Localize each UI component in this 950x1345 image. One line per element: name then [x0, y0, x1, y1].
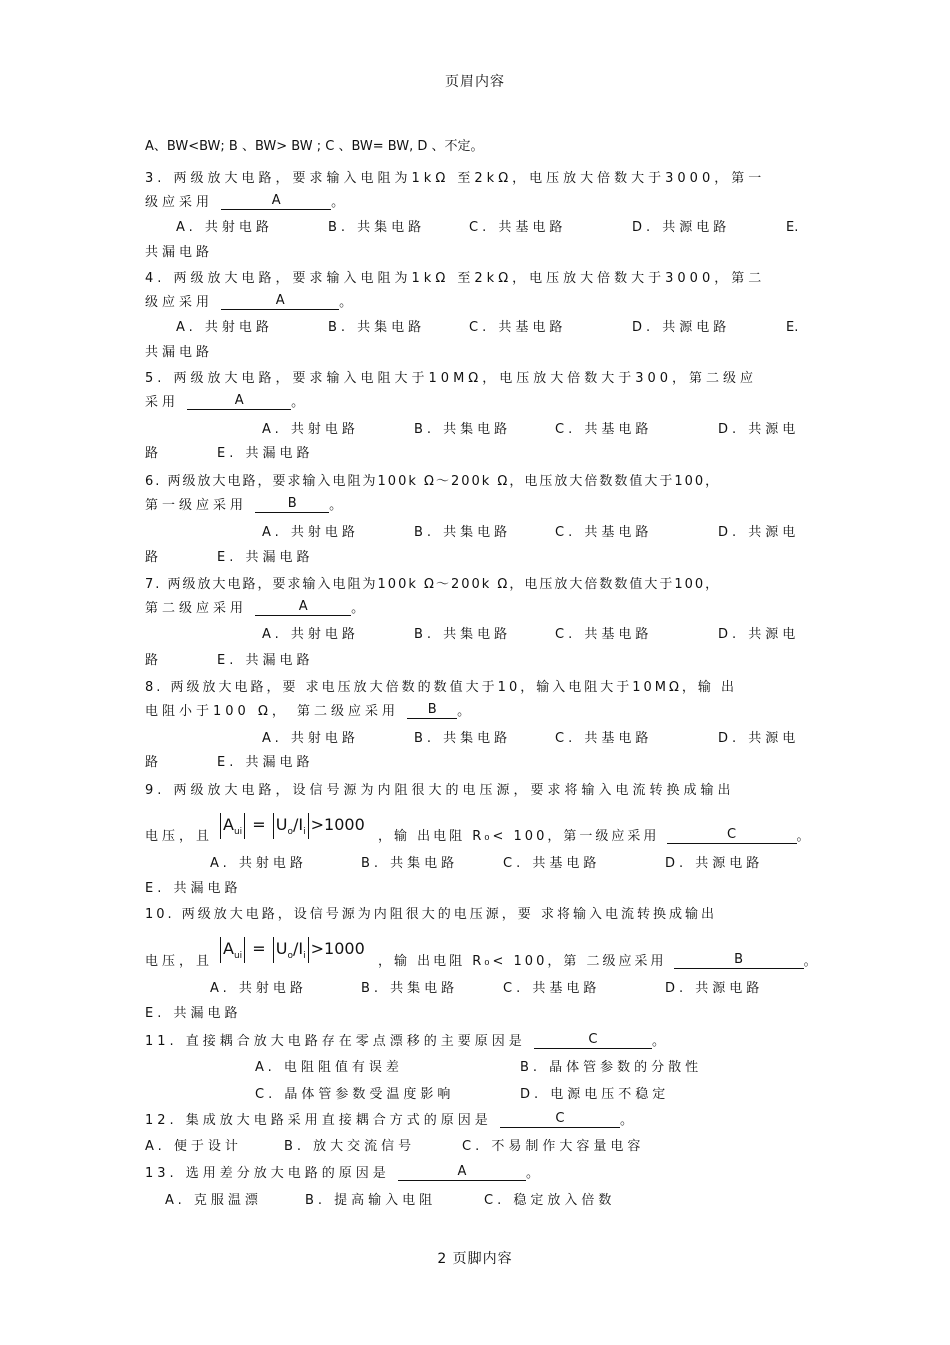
q7-answer-line	[145, 598, 805, 620]
q5-answer-line	[145, 392, 805, 414]
q8-option-d: D. 共源电	[718, 731, 800, 746]
q4-stem: 4. 两级放大电路，要求输入电阻为1kΩ 至2kΩ，电压放大倍数大于3000，第二	[145, 271, 766, 286]
q8-option-e: E. 共漏电路	[217, 755, 314, 770]
q9-answer-line	[378, 826, 813, 848]
q3-suffix: 。	[331, 195, 349, 210]
q6-stem: 6. 两级放大电路，要求输入电阻为100k Ω～200k Ω，电压放大倍数数值大于100，	[145, 474, 721, 489]
q3-option-b: B. 共集电路	[328, 220, 426, 235]
q5-answer-blank: A	[187, 393, 291, 410]
q9-option-e: E. 共漏电路	[145, 881, 242, 896]
q6-option-b: B. 共集电路	[414, 525, 512, 540]
q3-option-c: C. 共基电路	[469, 220, 567, 235]
q12-answer-blank: C	[500, 1111, 620, 1128]
q3-option-a: A. 共射电路	[176, 220, 273, 235]
q13-suffix: 。	[525, 1166, 543, 1181]
q5-option-e: E. 共漏电路	[217, 446, 314, 461]
q4-answer-blank: A	[221, 293, 339, 310]
q5-suffix: 。	[291, 395, 309, 410]
q3-option-e-letter: E.	[786, 220, 799, 235]
q11-prefix: 11. 直接耦合放大电路存在零点漂移的主要原因是	[145, 1034, 526, 1049]
q4-suffix: 。	[339, 295, 357, 310]
q5-option-d-cont: 路	[145, 446, 159, 461]
q11-option-a: A. 电阻阻值有误差	[255, 1060, 403, 1075]
q12-stem	[145, 1110, 805, 1132]
q8-option-c: C. 共基电路	[555, 731, 653, 746]
q9-answer-blank: C	[667, 827, 797, 844]
q13-answer-blank: A	[398, 1164, 526, 1181]
q10-formula-a: A	[223, 939, 234, 958]
q9-formula-u-sub: o	[287, 827, 293, 838]
q3-option-e-text: 共漏电路	[145, 245, 214, 260]
q3-prefix: 级应采用	[145, 195, 214, 210]
q8-stem: 8. 两级放大电路，要 求电压放大倍数的数值大于10，输入电阻大于10MΩ，输 出	[145, 680, 738, 695]
q7-option-d: D. 共源电	[718, 627, 800, 642]
q9-formula-a-sub: ui	[233, 827, 243, 838]
q12-option-a: A. 便于设计	[145, 1139, 242, 1154]
q13-stem	[145, 1163, 805, 1185]
q10-answer-line	[378, 951, 820, 973]
q6-prefix: 第一级应采用	[145, 498, 248, 513]
q10-option-e: E. 共漏电路	[145, 1006, 242, 1021]
q8-suffix: 。	[457, 704, 475, 719]
q9-mid: ，输 出电阻 R₀< 100，第一级应采用	[378, 829, 660, 844]
q8-option-b: B. 共集电路	[414, 731, 512, 746]
q6-answer-line	[145, 495, 805, 517]
q10-formula-slash: /	[293, 939, 299, 958]
q10-answer-blank: B	[674, 952, 804, 969]
q6-option-d-cont: 路	[145, 550, 159, 565]
q3-answer-blank: A	[221, 193, 331, 210]
q6-option-d: D. 共源电	[718, 525, 800, 540]
q9-formula-gt: >1000	[310, 815, 365, 834]
q5-option-d: D. 共源电	[718, 422, 800, 437]
q9-formula-a: A	[223, 815, 234, 834]
bandwidth-options-line: A、BW<BW; B 、BW> BW ; C 、BW= BW, D 、不定。	[145, 139, 484, 154]
q10-gain-formula	[218, 932, 378, 966]
q6-option-a: A. 共射电路	[262, 525, 359, 540]
q7-option-c: C. 共基电路	[555, 627, 653, 642]
q10-option-b: B. 共集电路	[361, 981, 459, 996]
q4-option-e-letter: E.	[786, 320, 799, 335]
q4-answer-line	[145, 292, 805, 314]
q10-suffix: 。	[803, 954, 820, 969]
q13-option-a: A. 克服温漂	[165, 1193, 262, 1208]
q9-formula-i: I	[298, 815, 304, 834]
q9-formula-slash: /	[293, 815, 299, 834]
page-footer: 2 页脚内容	[437, 1251, 513, 1267]
q6-option-e: E. 共漏电路	[217, 550, 314, 565]
q12-option-b: B. 放大交流信号	[284, 1139, 416, 1154]
q12-prefix: 12. 集成放大电路采用直接耦合方式的原因是	[145, 1113, 492, 1128]
q4-option-d: D. 共源电路	[632, 320, 731, 335]
q13-prefix: 13. 选用差分放大电路的原因是	[145, 1166, 390, 1181]
q13-option-b: B. 提高输入电阻	[305, 1193, 437, 1208]
q6-answer-blank: B	[255, 496, 329, 513]
q9-formula-u: U	[275, 815, 288, 834]
q3-stem: 3. 两级放大电路，要求输入电阻为1kΩ 至2kΩ，电压放大倍数大于3000，第一	[145, 171, 766, 186]
q11-answer-blank: C	[534, 1032, 652, 1049]
q9-option-a: A. 共射电路	[210, 856, 307, 871]
q5-option-a: A. 共射电路	[262, 422, 359, 437]
q12-suffix: 。	[619, 1113, 637, 1128]
q7-answer-blank: A	[255, 599, 351, 616]
q9-stem: 9. 两级放大电路，设信号源为内阻很大的电压源，要求将输入电流转换成输出	[145, 783, 735, 798]
q11-option-d: D. 电源电压不稳定	[520, 1087, 670, 1102]
q10-formula-u-sub: o	[287, 951, 293, 962]
page-header: 页眉内容	[445, 74, 505, 90]
q5-option-b: B. 共集电路	[414, 422, 512, 437]
q7-option-a: A. 共射电路	[262, 627, 359, 642]
q7-suffix: 。	[351, 601, 369, 616]
q4-option-c: C. 共基电路	[469, 320, 567, 335]
q8-option-a: A. 共射电路	[262, 731, 359, 746]
q7-prefix: 第二级应采用	[145, 601, 248, 616]
q9-suffix: 。	[796, 829, 813, 844]
q8-answer-blank: B	[407, 702, 457, 719]
q9-gain-formula	[218, 808, 378, 842]
q7-option-d-cont: 路	[145, 653, 159, 668]
q7-option-e: E. 共漏电路	[217, 653, 314, 668]
q9-formula-eq: =	[252, 815, 266, 834]
q10-formula-i-sub: i	[303, 951, 306, 962]
q10-formula-i: I	[298, 939, 304, 958]
q9-option-d: D. 共源电路	[665, 856, 764, 871]
q4-option-e-text: 共漏电路	[145, 345, 214, 360]
q4-prefix: 级应采用	[145, 295, 214, 310]
q11-option-b: B. 晶体管参数的分散性	[520, 1060, 703, 1075]
q10-formula-a-sub: ui	[233, 951, 243, 962]
q10-mid: ，输 出电阻 R₀< 100，第 二级应采用	[378, 954, 667, 969]
q4-option-a: A. 共射电路	[176, 320, 273, 335]
q8-answer-line	[145, 701, 805, 723]
q11-stem	[145, 1031, 805, 1053]
q10-option-c: C. 共基电路	[503, 981, 601, 996]
q6-option-c: C. 共基电路	[555, 525, 653, 540]
q6-suffix: 。	[329, 498, 347, 513]
q13-option-c: C. 稳定放入倍数	[484, 1193, 616, 1208]
q8-option-d-cont: 路	[145, 755, 159, 770]
q9-formula-i-sub: i	[303, 827, 306, 838]
q10-prefix: 电压，且	[145, 954, 214, 969]
q5-stem: 5. 两级放大电路，要求输入电阻大于10MΩ，电压放大倍数大于300，第二级应	[145, 371, 758, 386]
q3-answer-line	[145, 192, 805, 214]
q10-option-a: A. 共射电路	[210, 981, 307, 996]
q7-option-b: B. 共集电路	[414, 627, 512, 642]
q7-stem: 7. 两级放大电路，要求输入电阻为100k Ω～200k Ω，电压放大倍数数值大于100，	[145, 577, 721, 592]
q11-option-c: C. 晶体管参数受温度影响	[255, 1087, 455, 1102]
q12-option-c: C. 不易制作大容量电容	[462, 1139, 645, 1154]
q3-option-d: D. 共源电路	[632, 220, 731, 235]
q10-stem: 10. 两级放大电路，设信号源为内阻很大的电压源，要 求将输入电流转换成输出	[145, 907, 717, 922]
q4-option-b: B. 共集电路	[328, 320, 426, 335]
q9-option-c: C. 共基电路	[503, 856, 601, 871]
q9-option-b: B. 共集电路	[361, 856, 459, 871]
q8-prefix: 电阻小于100 Ω， 第二级应采用	[145, 704, 400, 719]
q5-option-c: C. 共基电路	[555, 422, 653, 437]
q5-prefix: 采用	[145, 395, 180, 410]
q9-prefix: 电压，且	[145, 829, 214, 844]
q10-formula-gt: >1000	[310, 939, 365, 958]
q10-formula-eq: =	[252, 939, 266, 958]
q10-formula-u: U	[275, 939, 288, 958]
q10-option-d: D. 共源电路	[665, 981, 764, 996]
q11-suffix: 。	[651, 1034, 669, 1049]
